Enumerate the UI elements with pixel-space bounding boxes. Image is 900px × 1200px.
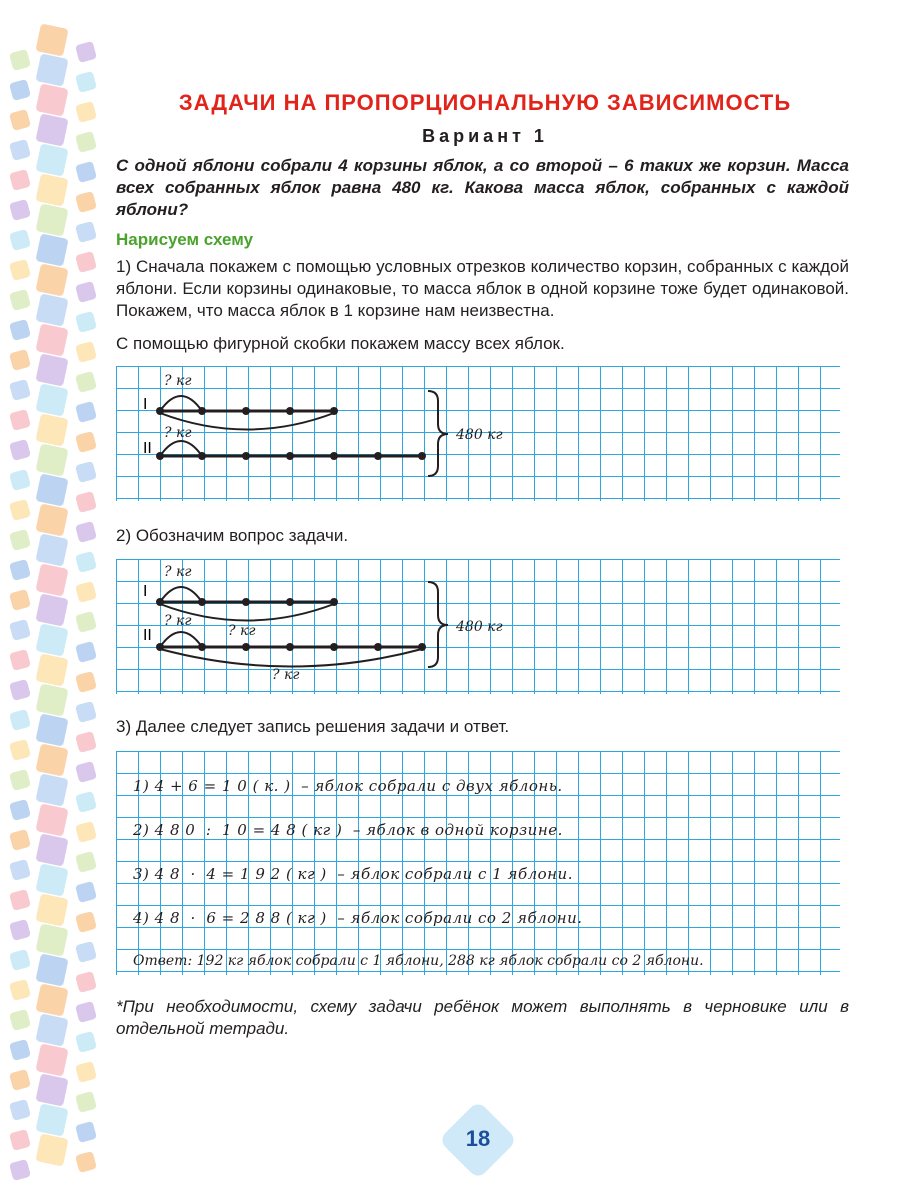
decor-square: [35, 713, 68, 746]
arc-one-basket-1: [160, 396, 202, 411]
variant-label: Вариант 1: [422, 126, 548, 146]
total-label: 480 кг: [456, 619, 503, 635]
decor-square: [75, 821, 97, 843]
decor-square: [9, 109, 31, 131]
decor-square: [35, 953, 68, 986]
total-label: 480 кг: [456, 427, 503, 443]
decor-square: [9, 1099, 31, 1121]
decor-square: [35, 263, 68, 296]
decor-square: [75, 251, 97, 273]
decor-square: [35, 83, 68, 116]
decor-square: [9, 199, 31, 221]
decor-square: [75, 1061, 97, 1083]
curly-brace: [428, 391, 448, 476]
decor-square: [9, 829, 31, 851]
answer-line: Ответ: 192 кг яблок собрали с 1 яблони, 288 кг яблок собрали со 2 яблони.: [133, 953, 704, 969]
decor-square: [9, 889, 31, 911]
decor-square: [9, 739, 31, 761]
decor-square: [75, 101, 97, 123]
decor-square: [75, 851, 97, 873]
page-title: ЗАДАЧИ НА ПРОПОРЦИОНАЛЬНУЮ ЗАВИСИМОСТЬ: [178, 90, 792, 115]
decor-square: [35, 233, 68, 266]
decor-square: [75, 731, 97, 753]
decor-square: [9, 319, 31, 341]
row-2-label: II: [143, 439, 152, 457]
decor-square: [75, 611, 97, 633]
decor-square: [75, 491, 97, 513]
diagram-2: [116, 559, 840, 694]
decor-square: [9, 499, 31, 521]
decor-square: [35, 743, 68, 776]
decor-square: [75, 1151, 97, 1173]
decor-square: [75, 1001, 97, 1023]
arc-under-row-2: [160, 649, 422, 667]
decor-square: [35, 413, 68, 446]
decor-square: [35, 143, 68, 176]
decor-square: [9, 1039, 31, 1061]
question-label-2: ? кг: [272, 667, 300, 683]
decor-square: [9, 229, 31, 251]
decor-square: [75, 41, 97, 63]
decor-square: [75, 971, 97, 993]
decor-square: [75, 521, 97, 543]
arc-one-basket-1: [160, 587, 202, 602]
decor-square: [35, 653, 68, 686]
decor-square: [9, 469, 31, 491]
decor-square: [9, 529, 31, 551]
decor-square: [35, 533, 68, 566]
solution-line-1: 1) 4 + 6 = 1 0 ( к. ) – яблок собрали с двух яблонь.: [133, 777, 563, 795]
row-1-label: I: [143, 582, 148, 600]
decor-square: [9, 649, 31, 671]
decor-square: [9, 709, 31, 731]
decor-square: [9, 1009, 31, 1031]
decor-square: [35, 803, 68, 836]
decor-square: [35, 983, 68, 1016]
decor-square: [75, 1091, 97, 1113]
decor-square: [9, 919, 31, 941]
decor-square: [75, 431, 97, 453]
brace-note: С помощью фигурной скобки покажем массу всех яблок.: [116, 334, 565, 353]
decor-square: [9, 1069, 31, 1091]
solution-line-3: 3) 4 8 · 4 = 1 9 2 ( кг ) – яблок собрали с 1 яблони.: [133, 865, 573, 883]
row-2-label: II: [143, 626, 152, 644]
decor-square: [9, 949, 31, 971]
decor-square: [35, 593, 68, 626]
decor-square: [9, 979, 31, 1001]
decor-square: [75, 671, 97, 693]
solution-line-2: 2) 4 8 0 : 1 0 = 4 8 ( кг ) – яблок в одной корзине.: [133, 821, 563, 839]
decor-square: [35, 443, 68, 476]
unknown-label-2: ? кг: [164, 425, 192, 441]
decor-square: [9, 559, 31, 581]
decor-square: [9, 769, 31, 791]
decor-square: [35, 113, 68, 146]
decor-square: [35, 293, 68, 326]
step-1-text: 1) Сначала покажем с помощью условных отрезков количество корзин, собранных с каждой яблони. Если корзины одинаковые, то масса яблок в одной корзине тоже будет одинаковой. Покажем, что масса яблок в 1 корзине нам неизвестна.: [116, 257, 849, 320]
decor-square: [9, 49, 31, 71]
decor-square: [9, 679, 31, 701]
arc-one-basket-2: [160, 632, 202, 647]
decor-square: [9, 289, 31, 311]
decor-square: [35, 203, 68, 236]
decor-square: [75, 461, 97, 483]
decor-square: [35, 863, 68, 896]
decor-square: [35, 173, 68, 206]
solution-line-4: 4) 4 8 · 6 = 2 8 8 ( кг ) – яблок собрали со 2 яблони.: [133, 909, 583, 927]
decor-square: [75, 341, 97, 363]
scheme-heading: Нарисуем схему: [116, 230, 254, 249]
step-3-text: 3) Далее следует запись решения задачи и ответ.: [116, 717, 510, 736]
question-label-1: ? кг: [228, 623, 256, 639]
decor-square: [9, 169, 31, 191]
decor-square: [75, 221, 97, 243]
decor-square: [35, 773, 68, 806]
decor-square: [35, 563, 68, 596]
decor-square: [75, 911, 97, 933]
decor-square: [35, 23, 68, 56]
decor-square: [75, 401, 97, 423]
arc-one-basket-2: [160, 441, 202, 456]
decor-square: [35, 383, 68, 416]
decor-square: [75, 191, 97, 213]
diagram-1: [116, 366, 840, 501]
decor-square: [75, 941, 97, 963]
decor-square: [75, 281, 97, 303]
curly-brace: [428, 582, 448, 667]
decor-square: [9, 439, 31, 461]
decor-square: [35, 683, 68, 716]
page-number: 18: [465, 1126, 491, 1151]
decor-square: [35, 323, 68, 356]
decor-square: [75, 71, 97, 93]
unknown-label-1: ? кг: [164, 373, 192, 389]
decor-square: [9, 799, 31, 821]
decor-square: [35, 1103, 68, 1136]
decor-square: [9, 349, 31, 371]
decor-square: [9, 589, 31, 611]
decor-square: [75, 371, 97, 393]
decor-square: [75, 1121, 97, 1143]
decor-square: [35, 503, 68, 536]
decor-square: [75, 311, 97, 333]
decor-square: [9, 409, 31, 431]
decor-square: [9, 1159, 31, 1181]
decor-square: [75, 1031, 97, 1053]
decor-square: [75, 581, 97, 603]
decor-square: [75, 161, 97, 183]
decor-square: [75, 701, 97, 723]
decor-square: [35, 353, 68, 386]
decor-square: [35, 473, 68, 506]
decor-square: [9, 379, 31, 401]
problem-text: С одной яблони собрали 4 корзины яблок, а со второй – 6 таких же корзин. Масса всех собранных яблок равна 480 кг. Какова масса яблок, собранных с каждой яблони?: [116, 156, 849, 219]
decor-square: [9, 859, 31, 881]
decor-square: [75, 551, 97, 573]
row-1-label: I: [143, 395, 148, 413]
decorative-border: [0, 0, 110, 1200]
decor-square: [35, 623, 68, 656]
step-2-text: 2) Обозначим вопрос задачи.: [116, 526, 349, 545]
decor-square: [75, 761, 97, 783]
decor-square: [35, 1133, 68, 1166]
decor-square: [9, 619, 31, 641]
decor-square: [9, 259, 31, 281]
page-number-badge: [436, 1102, 520, 1182]
decor-square: [75, 641, 97, 663]
decor-square: [35, 53, 68, 86]
decor-square: [35, 1043, 68, 1076]
decor-square: [35, 833, 68, 866]
decor-square: [75, 791, 97, 813]
decor-square: [35, 1013, 68, 1046]
decor-square: [9, 1129, 31, 1151]
footnote: *При необходимости, схему задачи ребёнок может выполнять в черновике или в отдельной тетради.: [116, 997, 849, 1038]
decor-square: [9, 79, 31, 101]
decor-square: [35, 923, 68, 956]
decor-square: [75, 131, 97, 153]
unknown-label-2: ? кг: [164, 613, 192, 629]
unknown-label-1: ? кг: [164, 564, 192, 580]
decor-square: [75, 881, 97, 903]
decor-square: [9, 139, 31, 161]
decor-square: [35, 893, 68, 926]
decor-square: [35, 1073, 68, 1106]
